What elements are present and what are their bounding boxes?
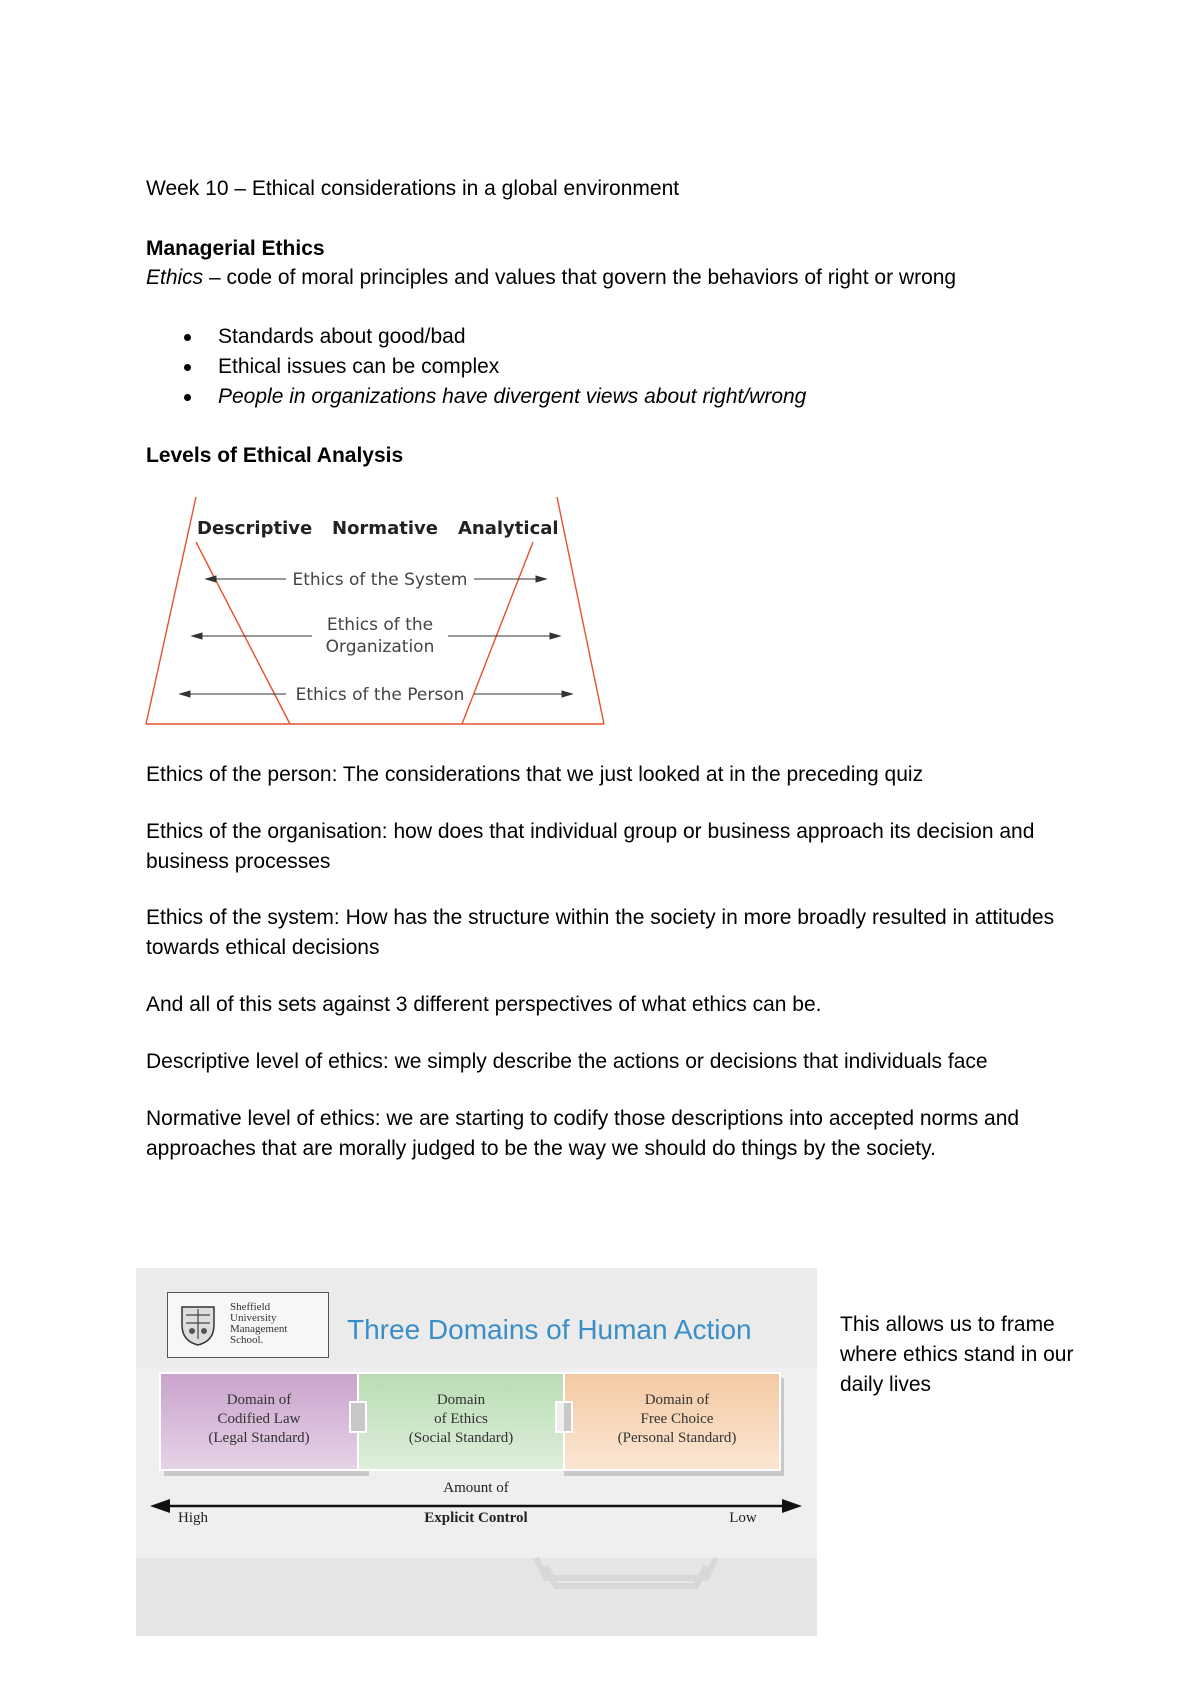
paragraph-descriptive: Descriptive level of ethics: we simply describe the actions or decisions that individuals face <box>146 1050 988 1073</box>
domain-1-line1: Domain of <box>226 1392 292 1408</box>
domain-3-line1: Domain of <box>644 1392 710 1408</box>
axis-label-top: Amount of <box>443 1480 509 1496</box>
domain-3-line3: (Personal Standard) <box>617 1430 737 1446</box>
three-domains-slide <box>136 1268 817 1636</box>
domain-1-line2: Codified Law <box>217 1411 301 1427</box>
paragraph-normative: Normative level of ethics: we are starting to codify those descriptions into accepted norms and approaches that are morally judged to be the way we should do things by the society. <box>146 1107 1020 1160</box>
bullet-text: Ethical issues can be complex <box>218 355 500 378</box>
arrow-head-icon <box>192 633 202 639</box>
frame-left-edge <box>146 497 196 724</box>
arrow-head-icon <box>562 691 572 697</box>
bullet-text: Standards about good/bad <box>218 325 466 348</box>
domain-1-line3: (Legal Standard) <box>208 1430 310 1446</box>
bullet-icon <box>184 334 191 341</box>
row-ethics-of-organization-2: Organization <box>325 637 435 657</box>
list-item <box>180 322 806 352</box>
axis-low-label: Low <box>729 1510 757 1526</box>
decorative-watermark <box>536 1558 716 1586</box>
paragraph-organisation: Ethics of the organisation: how does that individual group or business approach its decision and business processes <box>146 820 1035 873</box>
domain-3-line2: Free Choice <box>640 1411 714 1427</box>
arrow-head-icon <box>206 576 216 582</box>
paragraph-system: Ethics of the system: How has the structure within the society in more broadly resulted in attitudes towards ethical decisions <box>146 906 1055 959</box>
domains-diagram <box>136 1368 817 1636</box>
column-descriptive: Descriptive <box>197 518 313 539</box>
domain-2-line2: of Ethics <box>434 1411 488 1427</box>
descriptive-divider <box>196 542 290 724</box>
column-analytical: Analytical <box>458 518 559 539</box>
row-ethics-of-person: Ethics of the Person <box>295 685 465 705</box>
bullet-icon <box>184 364 191 371</box>
definition-term: Ethics <box>146 266 204 289</box>
bullet-text: People in organizations have divergent views about right/wrong <box>218 385 807 408</box>
page-title: Week 10 – Ethical considerations in a global environment <box>146 177 680 200</box>
list-item <box>180 352 806 382</box>
domain-2-line3: (Social Standard) <box>408 1430 514 1446</box>
ethics-bullet-list <box>180 322 806 412</box>
side-note: This allows us to frame where ethics stand in our daily lives <box>840 1313 1074 1396</box>
bullet-icon <box>184 394 191 401</box>
analytical-divider <box>462 542 533 724</box>
axis-label-bottom: Explicit Control <box>424 1510 528 1526</box>
arrow-head-icon <box>550 633 560 639</box>
arrow-left-icon <box>150 1499 170 1513</box>
ethics-definition <box>146 263 956 293</box>
row-ethics-of-system: Ethics of the System <box>292 570 468 590</box>
paragraph-perspectives: And all of this sets against 3 different perspectives of what ethics can be. <box>146 993 822 1016</box>
axis-high-label: High <box>178 1510 208 1526</box>
definition-text: – code of moral principles and values that govern the behaviors of right or wrong <box>203 266 957 289</box>
arrow-head-icon <box>180 691 190 697</box>
arrow-right-icon <box>782 1499 802 1513</box>
column-normative: Normative <box>332 518 438 539</box>
row-ethics-of-organization-1: Ethics of the <box>326 615 434 635</box>
slide-title: Three Domains of Human Action <box>347 1314 752 1345</box>
managerial-ethics-heading: Managerial Ethics <box>146 237 325 260</box>
frame-right-edge <box>557 497 604 724</box>
list-item <box>180 382 806 412</box>
arrow-head-icon <box>536 576 546 582</box>
domain-2-line1: Domain <box>436 1392 486 1408</box>
logo-text: Sheffield University Management School. <box>230 1301 288 1346</box>
levels-of-ethical-analysis-diagram <box>140 492 620 732</box>
levels-heading: Levels of Ethical Analysis <box>146 444 404 467</box>
university-logo <box>167 1292 329 1358</box>
crest-icon <box>178 1301 218 1347</box>
paragraph-person: Ethics of the person: The considerations that we just looked at in the preceding quiz <box>146 763 924 786</box>
